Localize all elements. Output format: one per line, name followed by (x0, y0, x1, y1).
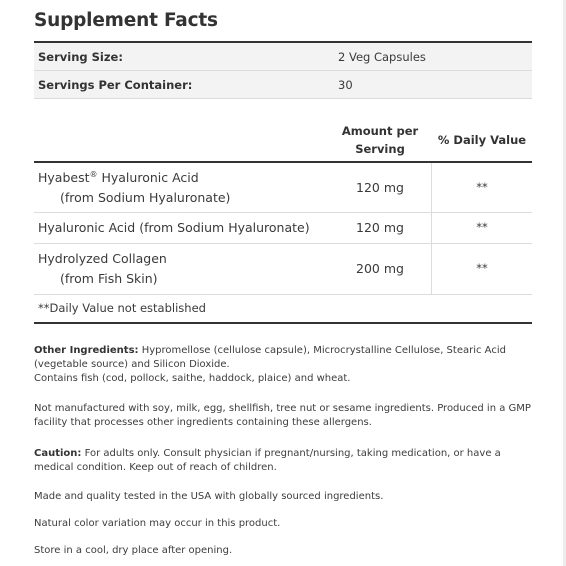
serving-size-label: Serving Size: (38, 50, 123, 64)
ingredient-amount: 120 mg (356, 220, 404, 235)
bottom-rule (34, 322, 532, 324)
divider (34, 243, 532, 244)
ingredient-name: Hyaluronic Acid (from Sodium Hyaluronate) (38, 220, 310, 235)
amount-header-line1: Amount per (341, 124, 419, 138)
divider (34, 212, 532, 213)
ingredient-dv: ** (476, 180, 488, 194)
footnote: **Daily Value not established (38, 301, 206, 315)
divider (34, 98, 532, 99)
serving-size-value: 2 Veg Capsules (338, 50, 426, 64)
ingredient-dv: ** (476, 261, 488, 275)
ingredient-name: Hydrolyzed Collagen (38, 251, 167, 266)
header-rule (34, 161, 532, 163)
daily-value-header: % Daily Value (437, 133, 527, 147)
ingredient-name-line2: (from Sodium Hyaluronate) (60, 190, 231, 205)
ingredient-amount: 200 mg (356, 261, 404, 276)
amount-header-line2: Serving (355, 142, 405, 156)
servings-per-container-label: Servings Per Container: (38, 78, 193, 92)
ingredient-dv: ** (476, 220, 488, 234)
caution: Caution: For adults only. Consult physician if pregnant/nursing, taking medication, or have a medical condition. Keep out of reach of children. (34, 448, 501, 473)
storage-note: Store in a cool, dry place after opening. (34, 545, 233, 556)
ingredient-amount: 120 mg (356, 180, 404, 195)
page-title: Supplement Facts (34, 10, 218, 31)
made-in-statement: Made and quality tested in the USA with globally sourced ingredients. (34, 491, 384, 502)
ingredient-name: Hyabest® Hyaluronic Acid (38, 170, 199, 186)
other-ingredients: Other Ingredients: Hypromellose (cellulose capsule), Microcrystalline Cellulose, Stearic Acid (vegetable source) and Silicon Dioxide. Contains fish (cod, pollock, saithe, haddock, plaice) and wheat. (34, 345, 506, 384)
allergen-statement: Not manufactured with soy, milk, egg, shellfish, tree nut or sesame ingredients. Produced in a GMP facility that processes other ingredients containing these allergens. (34, 403, 531, 428)
color-variation-note: Natural color variation may occur in this product. (34, 518, 281, 529)
servings-per-container-value: 30 (338, 78, 353, 92)
divider (34, 294, 532, 295)
ingredient-name-line2: (from Fish Skin) (60, 271, 158, 286)
